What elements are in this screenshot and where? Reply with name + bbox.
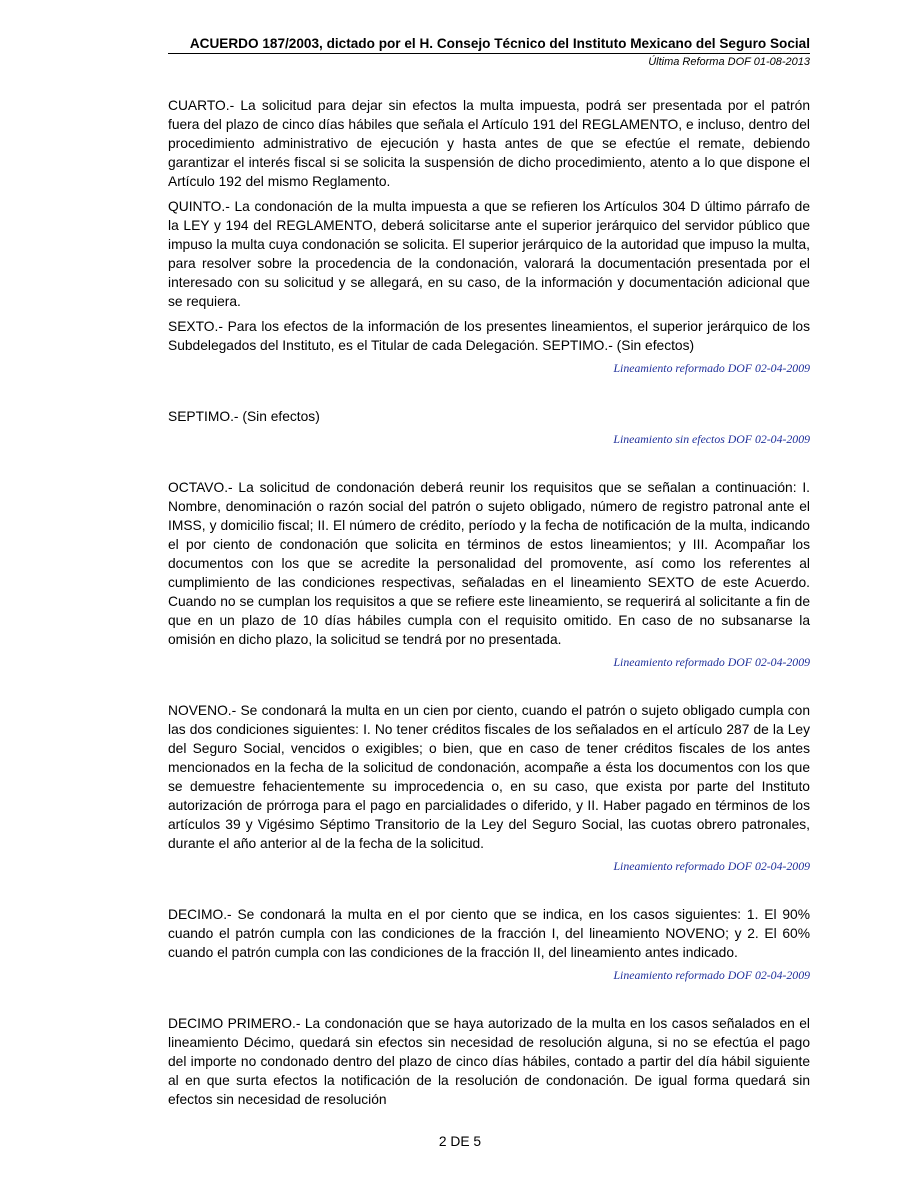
reform-note-decimo: Lineamiento reformado DOF 02-04-2009 — [613, 968, 810, 982]
paragraph-octavo: OCTAVO.- La solicitud de condonación deberá reunir los requisitos que se señalan a continuación: I. Nombre, denominación o razón social del patrón o sujeto obligado, número de registro patronal ante el IMSS, y domicilio fiscal; II. El número de crédito, período y la fecha de notificación de la multa, indicando el por ciento de condonación que solicita en términos de estos lineamientos; y III. Acompañar los documentos con los que se acredite la personalidad del promovente, así como los referentes al cumplimiento de las condiciones respectivas, señaladas en el lineamiento SEXTO de este Acuerdo. Cuando no se cumplan los requisitos a que se refiere este lineamiento, se requerirá al solicitante a fin de que en un plazo de 10 días hábiles cumpla con el requisito omitido. En caso de no subsanarse la omisión en dicho plazo, la solicitud se tendrá por no presentada. — [168, 480, 810, 647]
document-title: ACUERDO 187/2003, dictado por el H. Consejo Técnico del Instituto Mexicano del Seguro Social — [189, 36, 810, 51]
reform-note-septimo: Lineamiento sin efectos DOF 02-04-2009 — [613, 432, 810, 446]
page-number: 2 DE 5 — [438, 1134, 482, 1149]
page-header — [168, 36, 810, 69]
reform-note-noveno: Lineamiento reformado DOF 02-04-2009 — [613, 859, 810, 873]
paragraph-decimo: DECIMO.- Se condonará la multa en el por ciento que se indica, en los casos siguientes: 1. El 90% cuando el patrón cumpla con las condiciones de la fracción I, del lineamiento NOVENO; y 2. El 60% cuando el patrón cumpla con las condiciones de la fracción II, del lineamiento antes indicado. — [168, 907, 810, 960]
paragraph-cuarto: CUARTO.- La solicitud para dejar sin efectos la multa impuesta, podrá ser presentada por el patrón fuera del plazo de cinco días hábiles que señala el Artículo 191 del REGLAMENTO, e incluso, dentro del procedimiento administrativo de ejecución y hasta antes de que se efectúe el remate, debiendo garantizar el interés fiscal si se solicita la suspensión de dicho procedimiento, atento a lo que dispone el Artículo 192 del mismo Reglamento. — [168, 98, 810, 189]
section-gap — [168, 375, 810, 407]
document-body — [168, 96, 810, 1115]
section-gap — [168, 982, 810, 1014]
paragraph-decimo-primero: DECIMO PRIMERO.- La condonación que se haya autorizado de la multa en los casos señalados en el lineamiento Décimo, quedará sin efectos sin necesidad de resolución alguna, si no se efectúa el pago del importe no condonado dentro del plazo de cinco días hábiles, contado a partir del día hábil siguiente al en que surta efectos la notificación de la resolución de condonación. De igual forma quedará sin efectos sin necesidad de resolución — [168, 1016, 810, 1107]
section-gap — [168, 873, 810, 905]
paragraph-quinto: QUINTO.- La condonación de la multa impuesta a que se refieren los Artículos 304 D último párrafo de la LEY y 194 del REGLAMENTO, deberá solicitarse ante el superior jerárquico del servidor público que impuso la multa cuya condonación se solicita. El superior jerárquico de la autoridad que impuso la multa, para resolver sobre la procedencia de la condonación, valorará la documentación presentada por el interesado con su solicitud y se allegará, en su caso, de la información y documentación adicional que se requiera. — [168, 199, 810, 309]
paragraph-sexto: SEXTO.- Para los efectos de la información de los presentes lineamientos, el superior jerárquico de los Subdelegados del Instituto, es el Titular de cada Delegación. SEPTIMO.- (Sin efectos) — [168, 319, 810, 353]
header-divider — [168, 53, 810, 54]
last-reform-date: Última Reforma DOF 01-08-2013 — [648, 56, 810, 68]
reform-note-sexto: Lineamiento reformado DOF 02-04-2009 — [613, 361, 810, 375]
section-gap — [168, 669, 810, 701]
paragraph-noveno: NOVENO.- Se condonará la multa en un cien por ciento, cuando el patrón o sujeto obligado cumpla con las dos condiciones siguientes: I. No tener créditos fiscales de los señalados en el artículo 287 de la Ley del Seguro Social, vencidos o exigibles; o bien, que en caso de tener créditos fiscales de los antes mencionados en la fecha de la solicitud de condonación, acompañe a ésta los documentos con los que se demuestre fehacientemente su improcedencia o, en su caso, que exista por parte del Instituto autorización de prórroga para el pago en parcialidades o diferido, y II. Haber pagado en términos de los artículos 39 y Vigésimo Séptimo Transitorio de la Ley del Seguro Social, las cuotas obrero patronales, durante el año anterior al de la fecha de la solicitud. — [168, 703, 810, 851]
reform-note-octavo: Lineamiento reformado DOF 02-04-2009 — [613, 655, 810, 669]
section-gap — [168, 446, 810, 478]
paragraph-septimo: SEPTIMO.- (Sin efectos) — [168, 409, 320, 424]
